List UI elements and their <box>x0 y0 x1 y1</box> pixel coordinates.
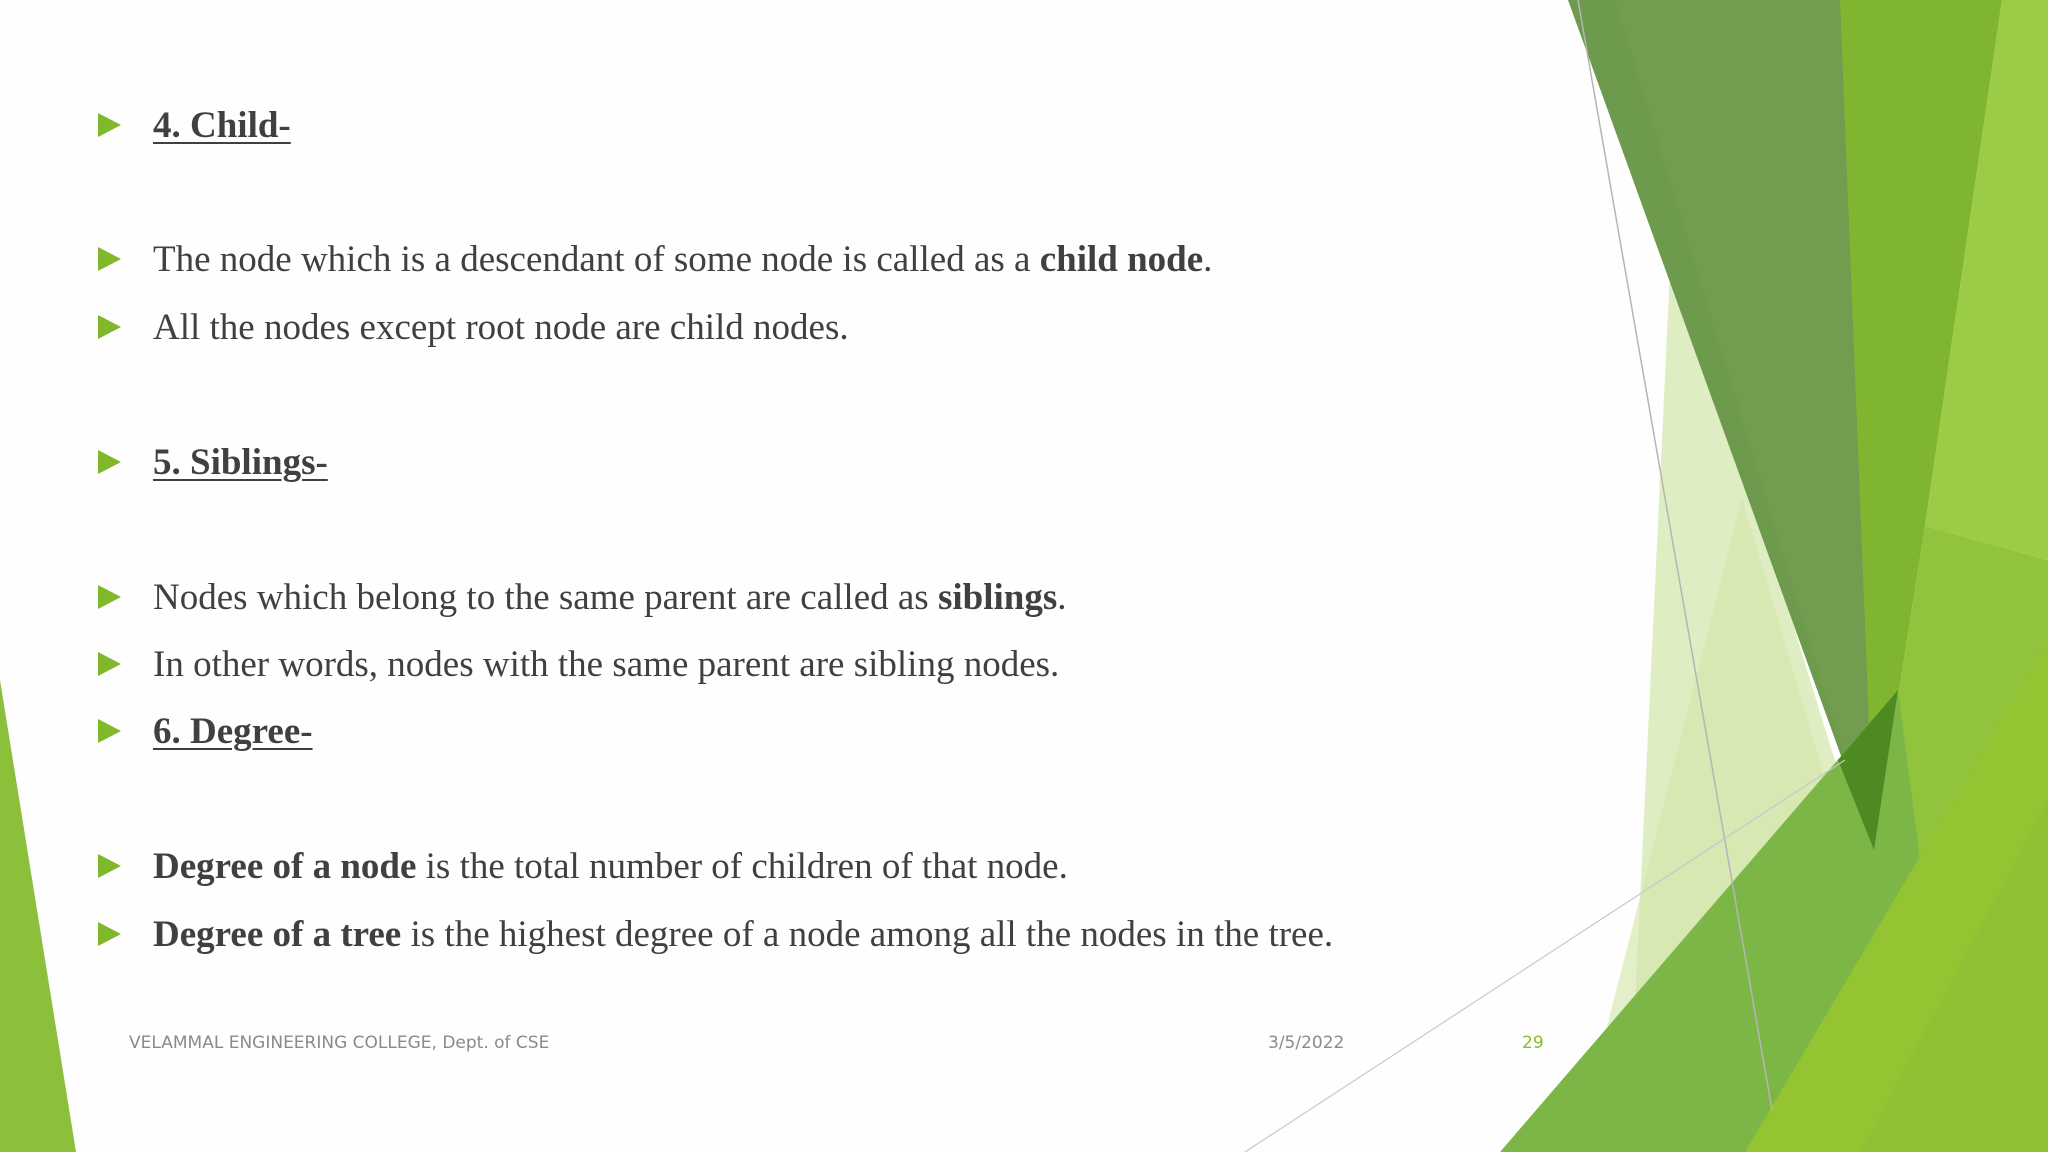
text-bold-term: siblings <box>937 576 1058 618</box>
bullet-child-heading <box>98 95 291 155</box>
bullet-degree-tree <box>98 904 1333 964</box>
bullet-text: All the nodes except root node are child nodes. <box>153 306 849 348</box>
text-plain-end: is the total number of children of that node. <box>416 845 1068 887</box>
bullet-text <box>153 913 1334 955</box>
text-plain-end: . <box>1203 238 1213 280</box>
text-bold-term: child node <box>1039 238 1204 280</box>
bullet-text: In other words, nodes with the same parent are sibling nodes. <box>153 643 1060 685</box>
text-plain: Nodes which belong to the same parent are called as <box>153 576 938 618</box>
triangle-right-icon <box>98 450 121 474</box>
bullet-text <box>153 576 1067 618</box>
footer-date: 3/5/2022 <box>1268 1033 1345 1053</box>
text-plain: The node which is a descendant of some node is called as a <box>153 238 1040 280</box>
triangle-right-icon <box>98 247 121 271</box>
text-plain-end: is the highest degree of a node among all the nodes in the tree. <box>401 913 1334 955</box>
triangle-right-icon <box>98 113 121 137</box>
bullet-siblings-definition <box>98 567 1066 627</box>
text-bold-term: Degree of a tree <box>153 913 402 955</box>
triangle-right-icon <box>98 922 121 946</box>
triangle-right-icon <box>98 719 121 743</box>
bullet-child-nodes <box>98 297 849 357</box>
triangle-right-icon <box>98 854 121 878</box>
page-number: 29 <box>1522 1033 1544 1053</box>
footer-college: VELAMMAL ENGINEERING COLLEGE, Dept. of CSE <box>129 1033 550 1053</box>
text-plain-end: . <box>1057 576 1067 618</box>
triangle-right-icon <box>98 315 121 339</box>
text-bold-term: Degree of a node <box>153 845 417 887</box>
bullet-text <box>153 238 1213 280</box>
bullet-siblings-other-words <box>98 634 1059 694</box>
heading-child: 4. Child- <box>153 104 291 146</box>
heading-siblings: 5. Siblings- <box>153 441 328 483</box>
bullet-degree-heading <box>98 701 313 761</box>
triangle-right-icon <box>98 585 121 609</box>
bullet-degree-node <box>98 836 1068 896</box>
bullet-text <box>153 845 1068 887</box>
bullet-child-definition <box>98 229 1212 289</box>
bullet-siblings-heading <box>98 432 328 492</box>
heading-degree: 6. Degree- <box>153 710 313 752</box>
triangle-right-icon <box>98 652 121 676</box>
